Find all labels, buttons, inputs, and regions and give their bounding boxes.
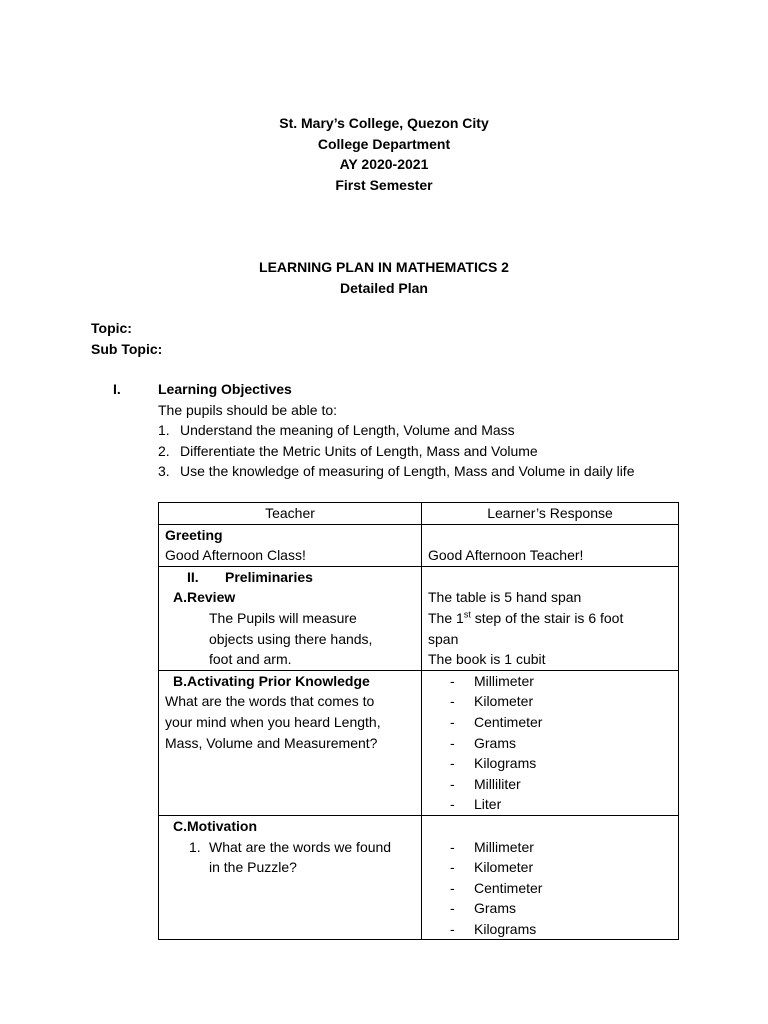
list-item: - Grams: [450, 900, 516, 917]
plan-title: LEARNING PLAN IN MATHEMATICS 2: [259, 259, 509, 275]
review-learner-cell: [422, 566, 679, 670]
objectives-numeral: I.: [113, 381, 121, 397]
topics-block: [91, 318, 162, 359]
review-text-line: objects using there hands,: [209, 630, 373, 647]
list-item: - Millimeter: [450, 838, 534, 855]
objectives-heading: Learning Objectives: [158, 381, 292, 397]
learning-objectives: [113, 379, 713, 482]
school-name: St. Mary’s College, Quezon City: [279, 115, 489, 131]
list-item: - Liter: [450, 796, 502, 813]
semester: First Semester: [335, 176, 433, 193]
list-item: - Kilometer: [450, 693, 534, 710]
greeting-learner: Good Afternoon Teacher!: [428, 547, 584, 564]
list-item: - Centimeter: [450, 879, 543, 896]
greeting-teacher: Good Afternoon Class!: [165, 547, 306, 564]
list-item: - Grams: [450, 734, 516, 751]
plan-title-block: [0, 257, 768, 298]
objective-item: 1. Understand the meaning of Length, Volume and Mass: [158, 422, 515, 439]
list-item: - Milliliter: [450, 775, 521, 792]
review-heading: A. Review: [173, 589, 236, 606]
document-header: [0, 113, 768, 195]
prior-question-line: Mass, Volume and Measurement?: [165, 734, 378, 751]
review-response-3: The book is 1 cubit: [428, 651, 546, 668]
greeting-teacher-cell: [159, 524, 422, 566]
motivation-teacher-cell: [159, 815, 422, 940]
department-name: College Department: [317, 135, 451, 152]
header-learner: Learner’s Response: [422, 503, 679, 525]
prior-question-line: your mind when you heard Length,: [165, 713, 381, 730]
greeting-learner-cell: [422, 524, 679, 566]
review-text-line: foot and arm.: [209, 651, 292, 668]
motivation-question: 1. What are the words we found: [189, 838, 392, 855]
motivation-heading: C. Motivation: [173, 817, 257, 834]
review-text-line: The Pupils will measure: [209, 609, 357, 626]
list-item: - Kilometer: [450, 859, 534, 876]
prior-learner-cell: [422, 670, 679, 815]
plan-subtitle: Detailed Plan: [340, 279, 428, 296]
review-response-2-cont: span: [428, 630, 459, 647]
table-row-review: [159, 566, 679, 670]
topic-label: Topic:: [91, 320, 132, 336]
objective-item: 3. Use the knowledge of measuring of Length, Mass and Volume in daily life: [158, 463, 635, 480]
objectives-list: [158, 420, 713, 482]
table-row-greeting: [159, 524, 679, 566]
review-response-2: The 1st step of the stair is 6 foot: [428, 609, 624, 626]
prior-knowledge-heading: B. Activating Prior Knowledge: [173, 672, 370, 689]
table-row-prior-knowledge: [159, 670, 679, 815]
header-teacher: Teacher: [159, 503, 422, 525]
academic-year: AY 2020-2021: [339, 156, 429, 173]
objective-item: 2. Differentiate the Metric Units of Length, Mass and Volume: [158, 442, 538, 459]
subtopic-label: Sub Topic:: [91, 340, 163, 357]
objectives-intro: The pupils should be able to:: [158, 401, 338, 418]
prior-question-line: What are the words that comes to: [165, 693, 375, 710]
review-response-1: The table is 5 hand span: [428, 589, 582, 606]
list-item: - Millimeter: [450, 672, 534, 689]
preliminaries-heading: II. Preliminaries: [187, 568, 313, 585]
table-row-motivation: [159, 815, 679, 940]
greeting-heading: Greeting: [165, 526, 223, 543]
list-item: - Centimeter: [450, 713, 543, 730]
list-item: - Kilograms: [450, 755, 537, 772]
table-header-row: [159, 503, 679, 525]
review-teacher-cell: [159, 566, 422, 670]
motivation-question-cont: in the Puzzle?: [209, 859, 297, 876]
motivation-learner-cell: [422, 815, 679, 940]
prior-teacher-cell: [159, 670, 422, 815]
lesson-plan-table: [158, 502, 679, 940]
list-item: - Kilograms: [450, 920, 537, 937]
